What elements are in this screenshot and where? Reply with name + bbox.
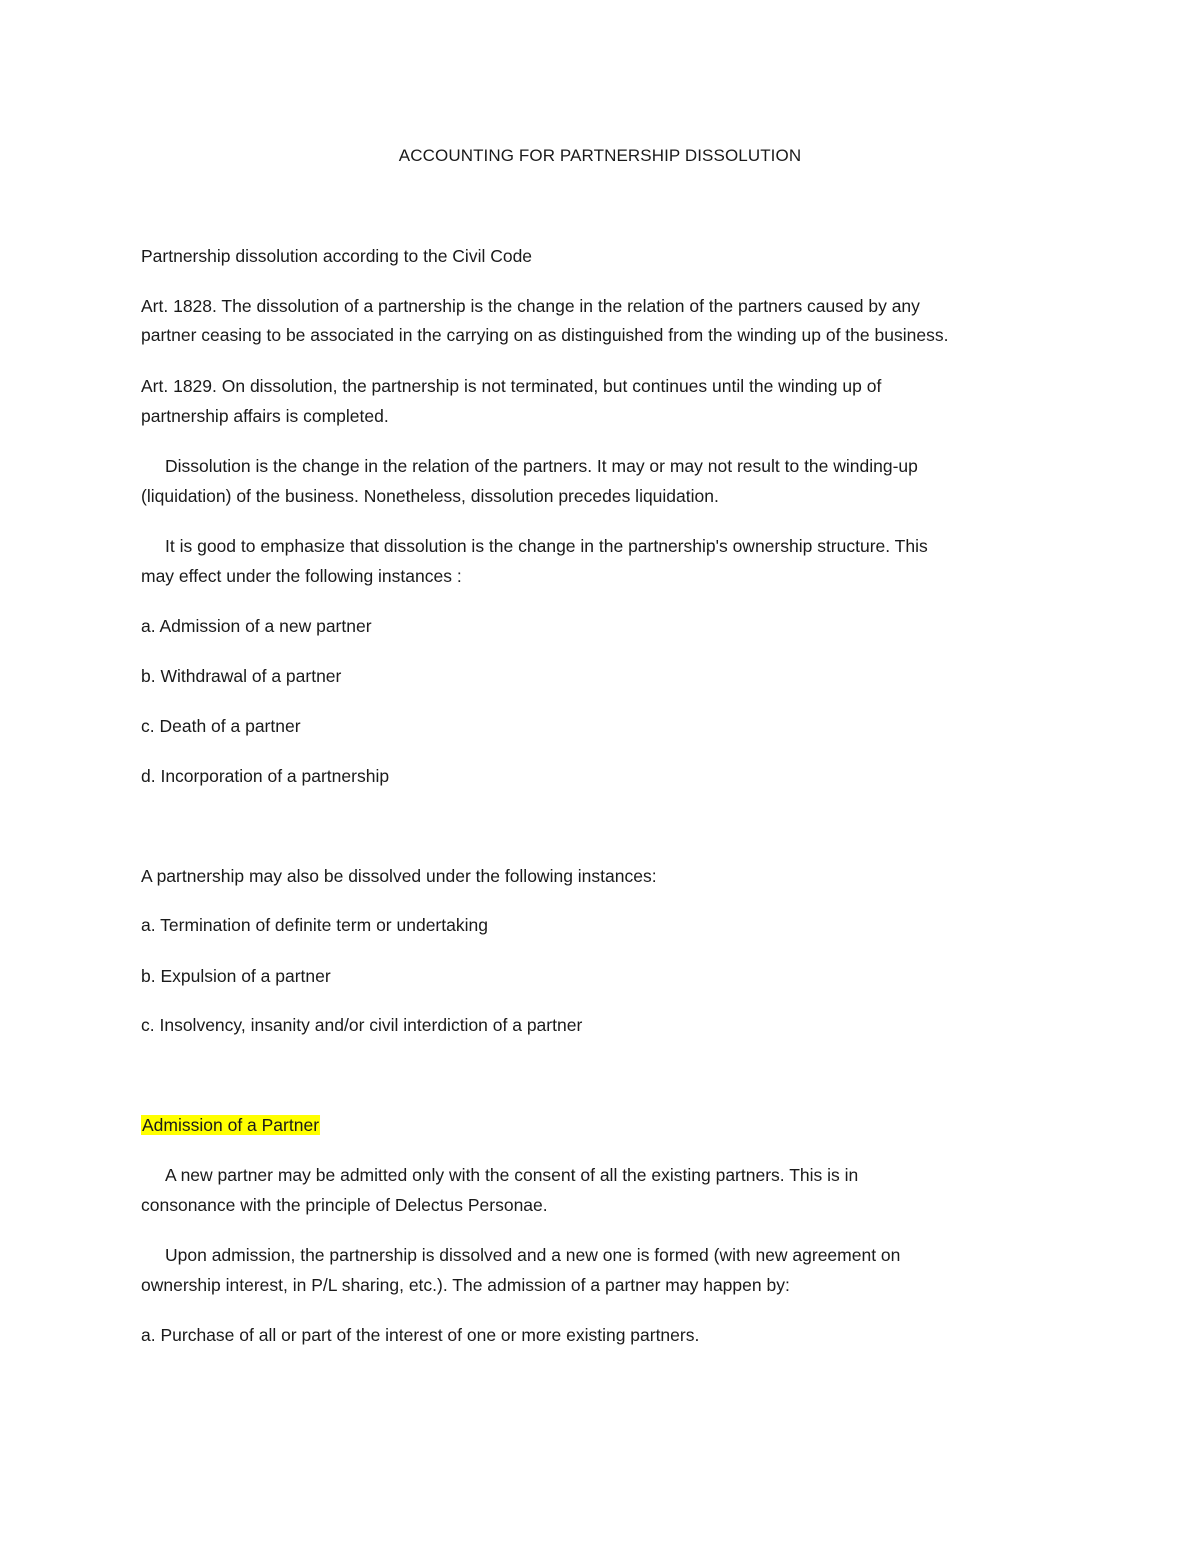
admission-paragraph-1-line-1: A new partner may be admitted only with the consent of all the existing partners. This is in (165, 1165, 859, 1185)
list-item: c. Insolvency, insanity and/or civil interdiction of a partner (141, 1015, 583, 1035)
paragraph-dissolution-line-2: (liquidation) of the business. Nonetheless, dissolution precedes liquidation. (141, 486, 719, 506)
section-heading-civil-code: Partnership dissolution according to the Civil Code (141, 246, 533, 266)
admission-paragraph-2-line-1: Upon admission, the partnership is dissolved and a new one is formed (with new agreement on (165, 1245, 901, 1265)
list-item: b. Expulsion of a partner (141, 966, 331, 986)
list-item: c. Death of a partner (141, 716, 301, 736)
list-item: a. Purchase of all or part of the interest of one or more existing partners. (141, 1325, 700, 1345)
admission-heading-wrapper (141, 1114, 320, 1136)
list-item: d. Incorporation of a partnership (141, 766, 390, 786)
page-title: ACCOUNTING FOR PARTNERSHIP DISSOLUTION (398, 146, 802, 165)
list-item: b. Withdrawal of a partner (141, 666, 342, 686)
art-1828-line-2: partner ceasing to be associated in the carrying on as distinguished from the winding up of the business. (141, 325, 949, 345)
list-item: a. Admission of a new partner (141, 616, 372, 636)
art-1829-line-1: Art. 1829. On dissolution, the partnership is not terminated, but continues until the winding up of (141, 376, 882, 396)
also-dissolved-intro: A partnership may also be dissolved under the following instances: (141, 866, 657, 886)
art-1829-line-2: partnership affairs is completed. (141, 406, 389, 426)
paragraph-emphasize-line-1: It is good to emphasize that dissolution is the change in the partnership's ownership structure. This (165, 536, 928, 556)
paragraph-emphasize-line-2: may effect under the following instances : (141, 566, 462, 586)
list-item: a. Termination of definite term or undertaking (141, 915, 488, 935)
art-1828-line-1: Art. 1828. The dissolution of a partnership is the change in the relation of the partners caused by any (141, 296, 920, 316)
admission-paragraph-1-line-2: consonance with the principle of Delectus Personae. (141, 1195, 548, 1215)
paragraph-dissolution-line-1: Dissolution is the change in the relation of the partners. It may or may not result to the winding-up (165, 456, 918, 476)
admission-heading: Admission of a Partner (142, 1115, 320, 1135)
admission-paragraph-2-line-2: ownership interest, in P/L sharing, etc.). The admission of a partner may happen by: (141, 1275, 790, 1295)
